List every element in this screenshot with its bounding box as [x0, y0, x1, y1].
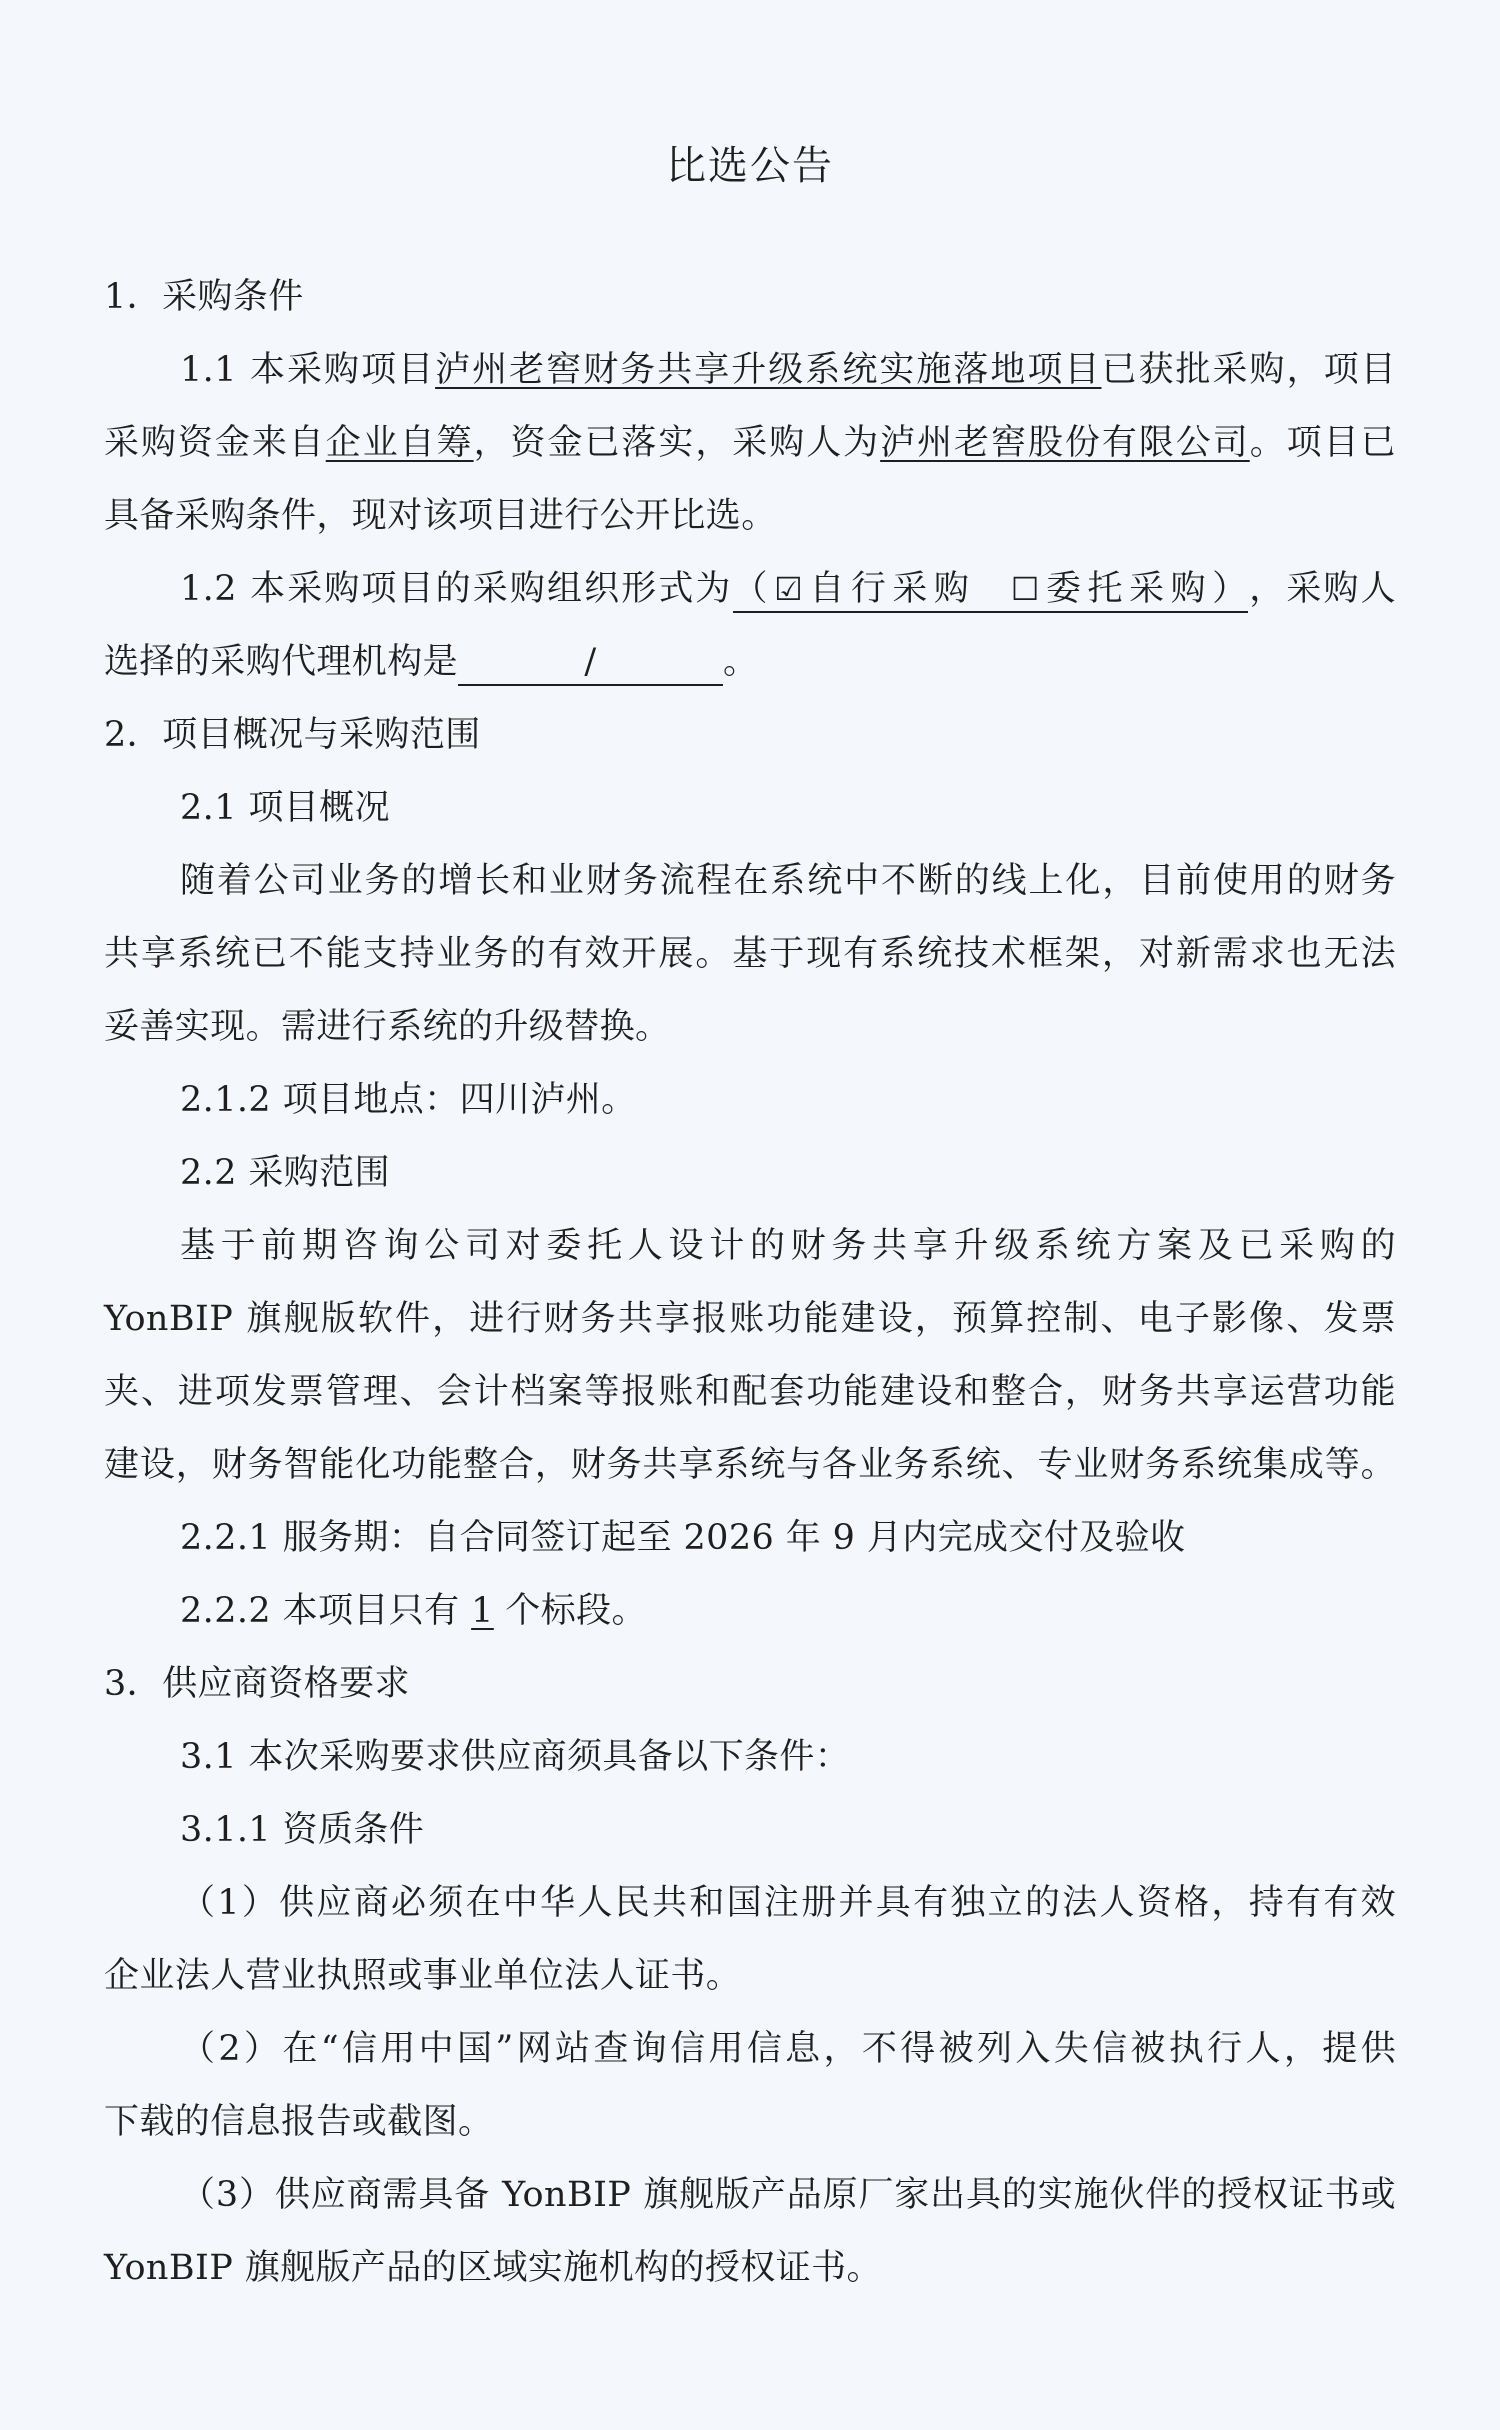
scope-line-4: 建设，财务智能化功能整合，财务共享系统与各业务系统、专业财务系统集成等。 — [104, 1445, 1396, 1485]
para-1-1-prefix: 1.1 本采购项目 — [180, 350, 436, 390]
scope-line-1: 基于前期咨询公司对委托人设计的财务共享升级系统方案及已采购的 — [180, 1226, 1396, 1266]
agent-field: / — [458, 640, 723, 686]
lot-count-label: 2.2.2 本项目只有 — [180, 1591, 472, 1631]
requirement-3-line-1: （3）供应商需具备 YonBIP 旗舰版产品原厂家出具的实施伙伴的授权证书或 — [180, 2175, 1396, 2215]
requirement-1-line-2: 企业法人营业执照或事业单位法人证书。 — [104, 1956, 742, 1996]
scope-line-3: 夹、进项发票管理、会计档案等报账和配套功能建设和整合，财务共享运营功能 — [104, 1372, 1396, 1412]
para-1-1-mid: 已获批采购，项目 — [1101, 350, 1397, 390]
para-1-1-line-2-end: 。项目已 — [1249, 423, 1396, 463]
fund-source-label: 采购资金来自 — [104, 423, 326, 463]
document-title: 比选公告 — [666, 143, 834, 189]
lot-count-suffix: 个标段。 — [493, 1591, 647, 1631]
heading-2-1: 2.1 项目概况 — [180, 788, 390, 828]
fund-source: 企业自筹 — [325, 423, 474, 463]
heading-2-2: 2.2 采购范围 — [180, 1153, 390, 1193]
requirement-1-line-1: （1）供应商必须在中华人民共和国注册并具有独立的法人资格，持有有效 — [180, 1883, 1396, 1923]
heading-3-1: 3.1 本次采购要求供应商须具备以下条件： — [180, 1737, 851, 1777]
service-period: 2.2.1 服务期：自合同签订起至 2026 年 9 月内完成交付及验收 — [180, 1518, 1186, 1558]
purchaser-name: 泸州老窖股份有限公司 — [880, 423, 1250, 463]
agent-label: 选择的采购代理机构是 — [104, 642, 459, 682]
para-1-2-end: 。 — [723, 642, 759, 682]
requirement-2-line-1: （2）在“信用中国”网站查询信用信息，不得被列入失信被执行人，提供 — [180, 2029, 1396, 2069]
para-1-1-line-3: 具备采购条件，现对该项目进行公开比选。 — [104, 496, 777, 536]
lot-count: 1 — [471, 1591, 494, 1631]
project-location: 2.1.2 项目地点：四川泸州。 — [180, 1080, 637, 1120]
section-3-heading: 3．供应商资格要求 — [104, 1664, 410, 1704]
org-form-field — [733, 567, 1248, 613]
option-entrusted-procurement: 委托采购 — [1039, 569, 1213, 609]
unchecked-box-icon: ☐ — [1010, 570, 1040, 608]
option-self-procurement: 自行采购 — [803, 569, 976, 609]
para-1-2-line-1 — [180, 564, 1396, 614]
lot-count-line — [180, 1586, 1396, 1636]
para-1-1-line-2 — [104, 418, 1396, 468]
section-2-heading: 2．项目概况与采购范围 — [104, 715, 481, 755]
requirement-3-line-2: YonBIP 旗舰版产品的区域实施机构的授权证书。 — [104, 2248, 882, 2288]
overview-line-3: 妥善实现。需进行系统的升级替换。 — [104, 1007, 671, 1047]
org-form-open-paren: （ — [732, 569, 775, 609]
para-1-2-suffix: ，采购人 — [1247, 569, 1396, 609]
scope-line-2: YonBIP 旗舰版软件，进行财务共享报账功能建设，预算控制、电子影像、发票 — [104, 1299, 1396, 1339]
para-1-2-line-2 — [104, 637, 1396, 687]
overview-line-1: 随着公司业务的增长和业财务流程在系统中不断的线上化，目前使用的财务 — [180, 861, 1396, 901]
org-form-close-paren: ） — [1212, 569, 1248, 609]
checked-box-icon: ☑ — [774, 570, 804, 608]
section-1-heading: 1．采购条件 — [104, 277, 304, 317]
para-1-1-line-1 — [180, 345, 1396, 395]
purchaser-label: ，资金已落实，采购人为 — [473, 423, 881, 463]
project-name: 泸州老窖财务共享升级系统实施落地项目 — [435, 350, 1102, 390]
heading-3-1-1: 3.1.1 资质条件 — [180, 1810, 425, 1850]
requirement-2-line-2: 下载的信息报告或截图。 — [104, 2102, 494, 2142]
overview-line-2: 共享系统已不能支持业务的有效开展。基于现有系统技术框架，对新需求也无法 — [104, 934, 1396, 974]
org-form-label: 1.2 本采购项目的采购组织形式为 — [180, 569, 733, 609]
